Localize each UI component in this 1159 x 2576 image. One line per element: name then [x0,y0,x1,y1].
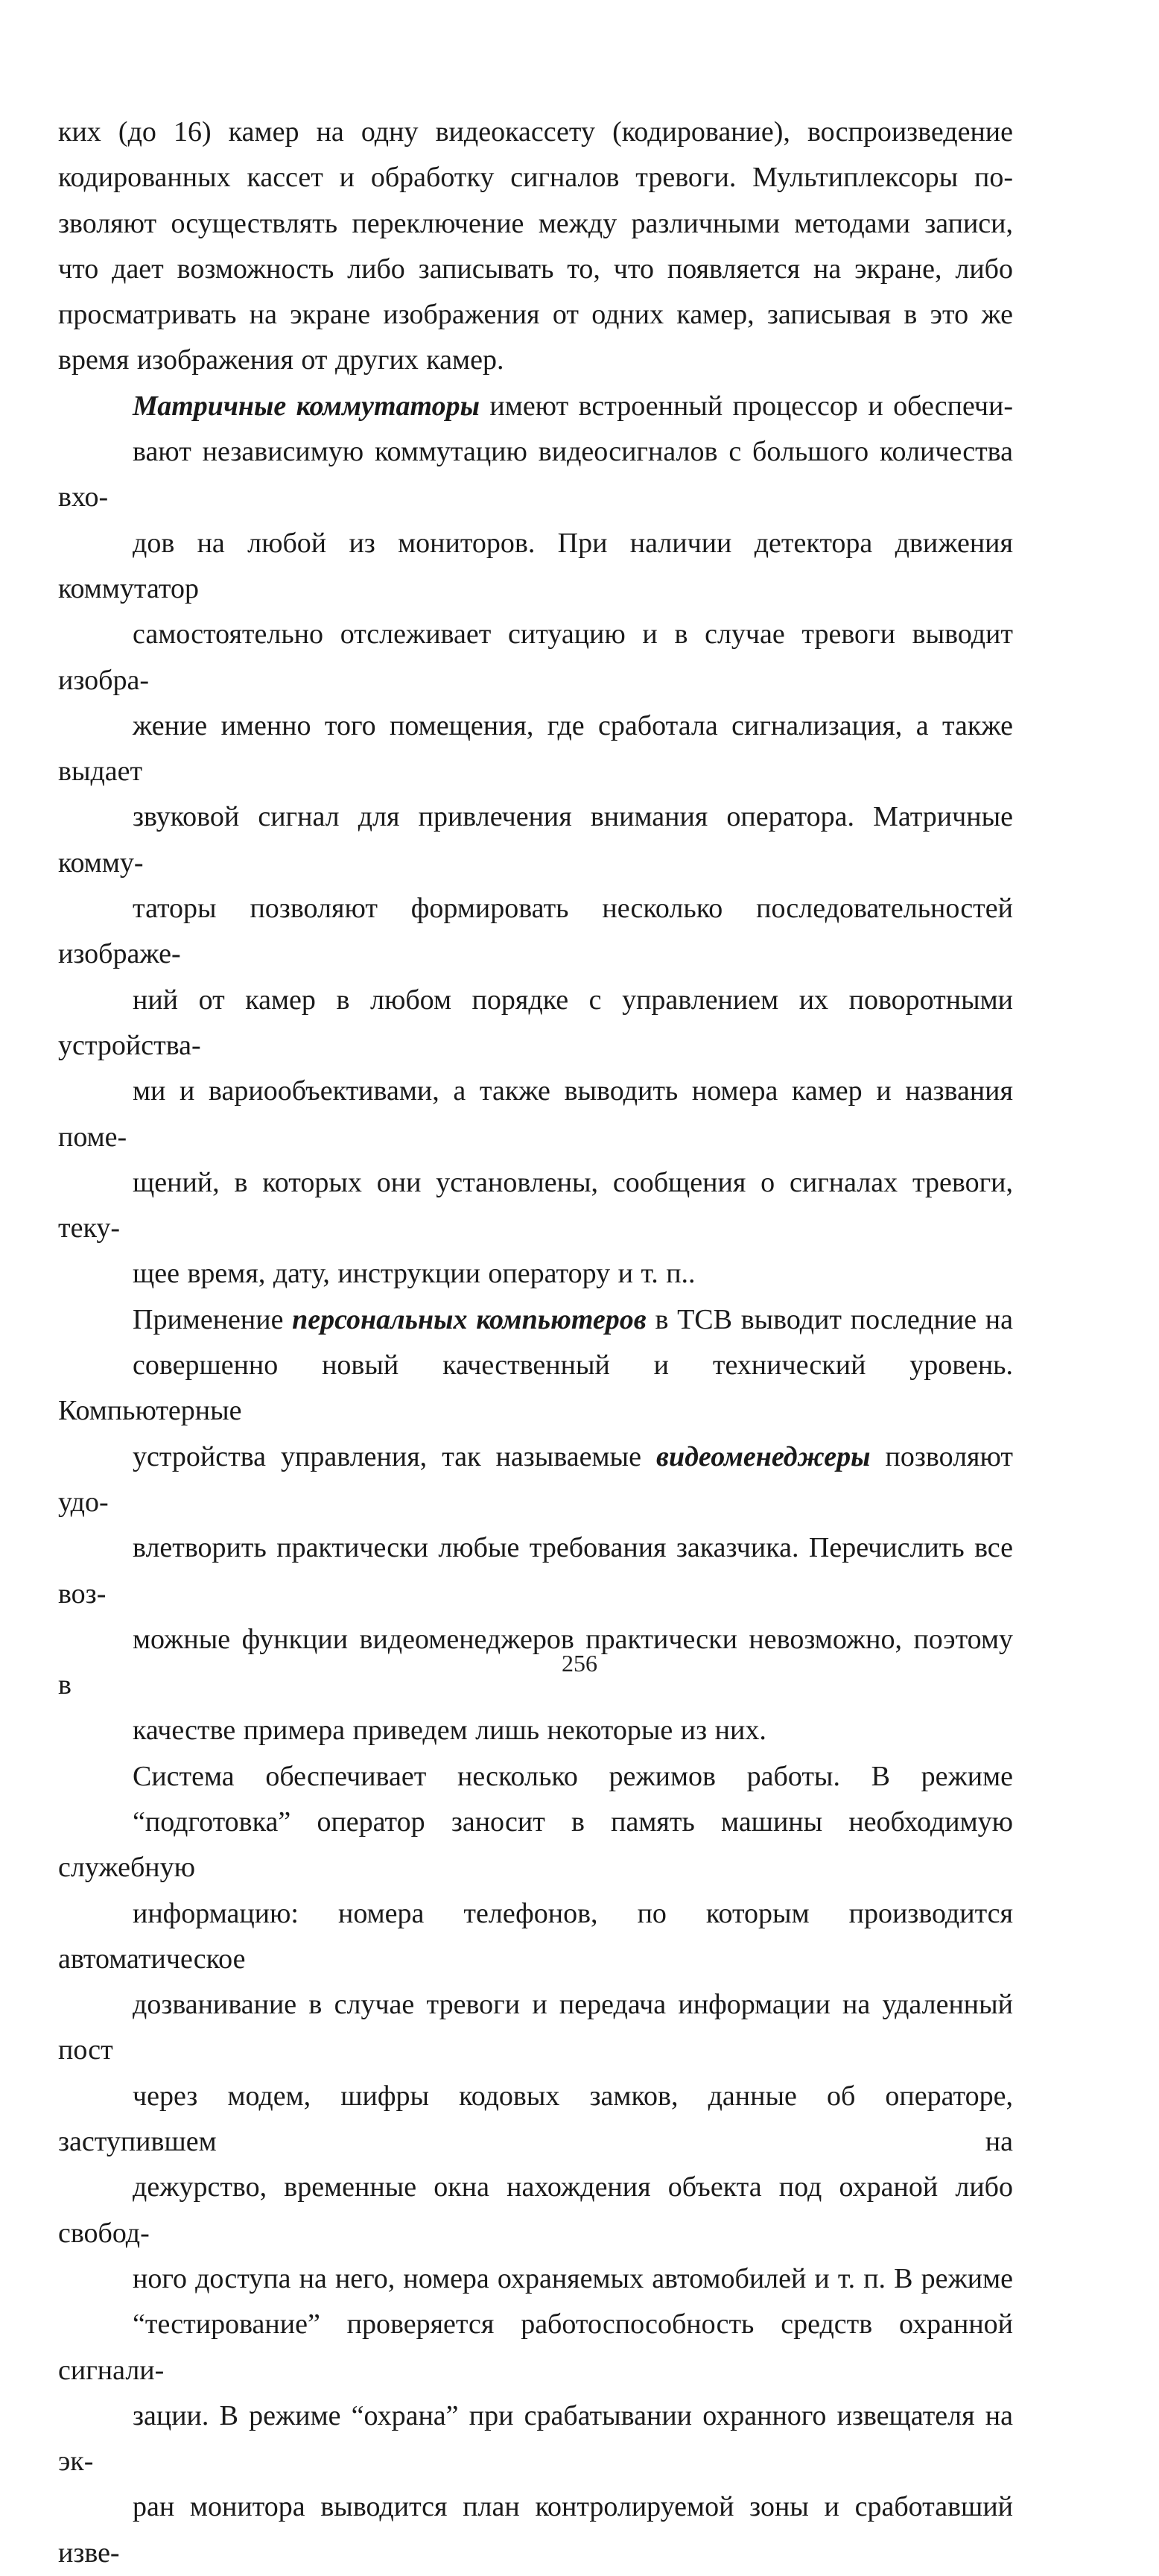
text-run: что дает возможность либо записывать то, что появляется на экране, либо [58,253,1013,285]
text-run: ми и вариообъективами, а также выводить номера камер и названия поме- [58,1075,1013,1153]
text-line [58,1251,1013,1297]
text-run: щее время, дату, инструкции оператору и т. п.. [133,1258,696,1290]
text-line [58,794,1013,886]
text-line [58,1754,1013,1800]
text-line [58,292,1013,338]
text-run: время изображения от других камер. [58,344,504,376]
text-run: совершенно новый качественный и технический уровень. Компьютерные [58,1349,1013,1427]
text-line [58,247,1013,292]
text-run: имеют встроенный процессор и обеспечи- [479,390,1013,422]
emphasized-term: персональных компьютеров [292,1303,647,1335]
text-line [58,2256,1013,2302]
text-line [58,2074,1013,2165]
text-run: дов на любой из мониторов. При наличии детектора движения коммутатор [58,527,1013,604]
text-line [58,201,1013,247]
text-line [58,155,1013,200]
paragraph [58,1754,1013,2576]
text-run: ного доступа на него, номера охраняемых автомобилей и т. п. В режиме [133,2262,1013,2294]
text-line [58,2393,1013,2485]
text-line [58,338,1013,383]
text-run: зволяют осуществлять переключение между различными методами записи, [58,207,1013,239]
text-line [58,2165,1013,2256]
text-line [58,1160,1013,1252]
text-run: дозванивание в случае тревоги и передача информации на удаленный пост [58,1989,1013,2066]
text-line [58,2484,1013,2576]
text-run: в ТСВ выводит последние на [646,1303,1013,1335]
text-line [58,703,1013,795]
text-line [58,1982,1013,2074]
text-run: Применение [133,1303,293,1335]
text-line [58,886,1013,978]
text-line [58,110,1013,155]
text-run: можные функции видеоменеджеров практически невозможно, поэтому в [58,1623,1013,1701]
text-run: вают независимую коммутацию видеосигналов с большого количества вхо- [58,436,1013,513]
text-run: информацию: номера телефонов, по которым производится автоматическое [58,1897,1013,1975]
text-run: качестве примера приведем лишь некоторые из них. [133,1715,766,1747]
text-run: позволяют удо- [58,1440,1014,1518]
text-line [58,521,1013,613]
text-run: кодированных кассет и обработку сигналов тревоги. Мультиплексоры по- [58,162,1013,194]
text-run: ний от камер в любом порядке с управлением их поворотными устройства- [58,984,1013,1061]
text-run: влетворить практически любые требования заказчика. Перечислить все воз- [58,1532,1013,1610]
paragraph [58,1297,1013,1754]
text-run: таторы позволяют формировать несколько последовательностей изображе- [58,893,1013,970]
text-line [58,429,1013,521]
text-line [58,1525,1013,1617]
page-number: 256 [562,1650,597,1677]
text-run: ких (до 16) камер на одну видеокассету (кодирование), воспроизведение [58,116,1013,148]
text-line [58,2302,1013,2393]
text-run: просматривать на экране изображения от одних камер, записывая в это же [58,299,1013,331]
text-run: жение именно того помещения, где сработала сигнализация, а также выдает [58,709,1013,788]
text-line [58,384,1013,429]
text-line [58,612,1013,703]
text-line [58,1708,1013,1753]
text-run: звуковой сигнал для привлечения внимания оператора. Матричные комму- [58,801,1013,879]
text-run: ран монитора выводится план контролируемой зоны и сработавший изве- [58,2491,1013,2569]
text-run: зации. В режиме “охрана” при срабатывании охранного извещателя на эк- [58,2399,1013,2478]
text-line [58,1343,1013,1434]
text-line [58,1800,1013,1891]
text-run: устройства управления, так называемые [133,1440,656,1472]
text-run: “подготовка” оператор заносит в память машины необходимую служебную [58,1806,1013,1884]
text-run: щений, в которых они установлены, сообщения о сигналах тревоги, теку- [58,1166,1013,1244]
text-line [58,978,1013,1069]
text-line [58,1434,1013,1526]
text-run: самостоятельно отслеживает ситуацию и в случае тревоги выводит изобра- [58,618,1013,696]
text-run: “тестирование” проверяется работоспособность средств охранной сигнали- [58,2308,1013,2386]
text-run: через модем, шифры кодовых замков, данные об операторе, заступившем на [58,2080,1013,2158]
text-line [58,1891,1013,1983]
body-text [58,110,1013,2576]
text-line [58,1297,1013,1343]
paragraph [58,110,1013,384]
text-run: дежурство, временные окна нахождения объекта под охраной либо свобод- [58,2171,1013,2249]
emphasized-term: Матричные коммутаторы [133,390,480,422]
emphasized-term: видеоменеджеры [655,1440,871,1472]
text-line [58,1069,1013,1160]
paragraph [58,384,1013,1297]
text-run: Система обеспечивает несколько режимов работы. В режиме [133,1760,1013,1792]
